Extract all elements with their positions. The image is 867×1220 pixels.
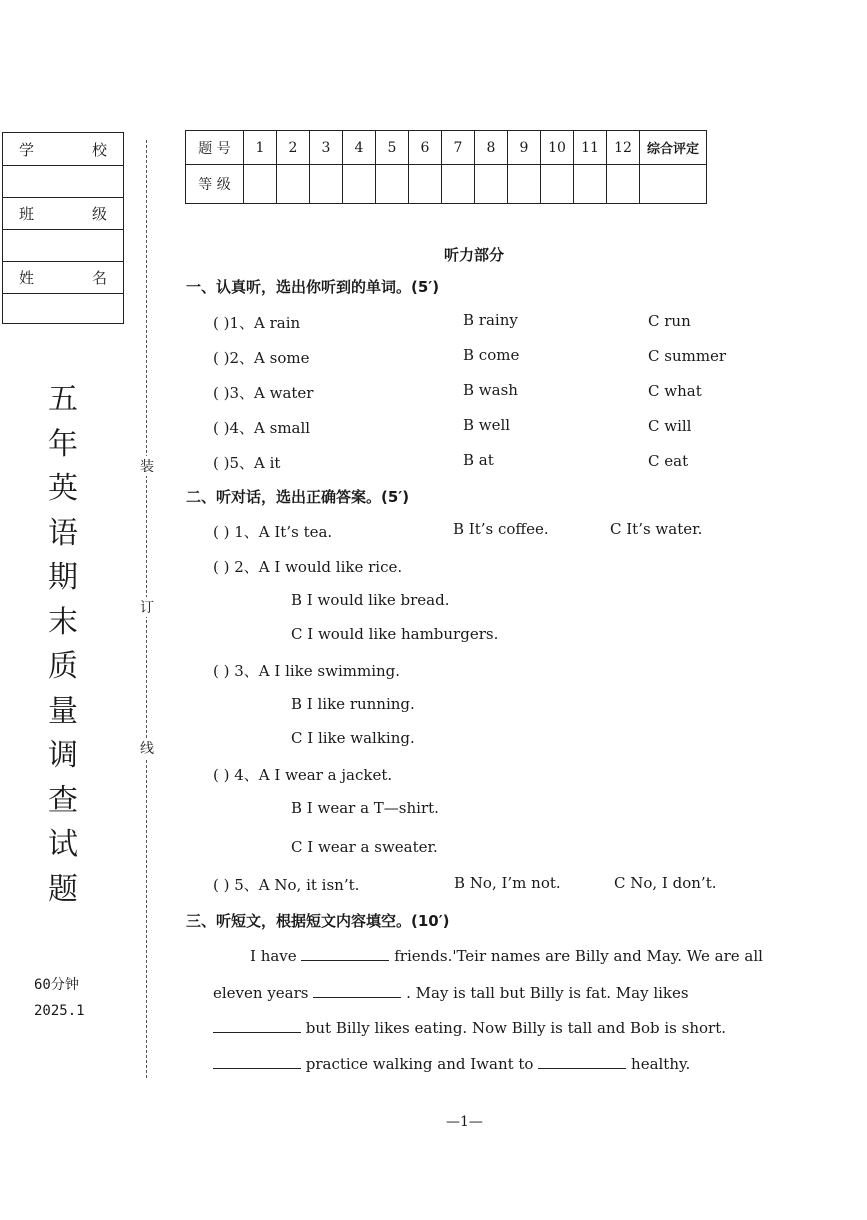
part1-q2-option-a: ( )2、A some (213, 349, 310, 367)
part2-q5-option-c: C No, I don’t. (614, 874, 717, 892)
passage-text: . May is tall but Billy is fat. May likes (406, 984, 689, 1002)
title-char: 题 (48, 871, 78, 907)
part3-heading: 三、听短文，根据短文内容填空。(10′) (186, 912, 450, 930)
title-char: 试 (48, 827, 78, 862)
grade-cell[interactable] (409, 165, 442, 204)
grade-label: 等 级 (186, 165, 244, 204)
overall-rating-label: 综合评定 (640, 131, 707, 165)
part1-q1-option-a: ( )1、A rain (213, 314, 301, 332)
question-number: 12 (607, 131, 640, 165)
question-number: 11 (574, 131, 607, 165)
part2-q2-option-a: ( ) 2、A I would like rice. (213, 558, 403, 576)
part1-q5-option-c: C eat (648, 452, 689, 470)
title-char: 年 (48, 426, 78, 462)
part1-q4-option-a: ( )4、A small (213, 419, 311, 437)
overall-rating-cell[interactable] (640, 165, 707, 204)
question-number-label: 题 号 (186, 131, 244, 165)
part2-q1-option-b: B It’s coffee. (453, 520, 549, 538)
part2-q2-option-c: C I would like hamburgers. (291, 625, 499, 643)
part2-q5-option-b: B No, I’m not. (454, 874, 561, 892)
grade-cell[interactable] (277, 165, 310, 204)
passage-line-1 (250, 946, 763, 965)
part2-q4-option-a: ( ) 4、A I wear a jacket. (213, 766, 393, 784)
binding-char-ding: 订 (140, 597, 154, 617)
school-row (3, 133, 123, 166)
passage-text: practice walking and Iwant to (305, 1055, 534, 1073)
grade-cell[interactable] (607, 165, 640, 204)
title-char: 五 (48, 382, 78, 417)
binding-char-xian: 线 (140, 738, 154, 758)
grade-cell[interactable] (574, 165, 607, 204)
part2-q3-option-a: ( ) 3、A I like swimming. (213, 662, 401, 680)
question-number: 1 (244, 131, 277, 165)
fill-blank-4[interactable] (213, 1054, 301, 1069)
part2-heading: 二、听对话，选出正确答案。(5′) (186, 488, 410, 506)
question-number: 3 (310, 131, 343, 165)
grade-cell[interactable] (541, 165, 574, 204)
binding-char-zhuang: 装 (140, 456, 154, 476)
part1-q1-option-c: C run (648, 312, 691, 330)
question-number: 7 (442, 131, 475, 165)
title-char: 期 (48, 560, 78, 595)
question-number: 2 (277, 131, 310, 165)
section-title-listening: 听力部分 (444, 246, 505, 264)
school-label-1: 学 (19, 140, 35, 159)
question-number: 8 (475, 131, 508, 165)
title-char: 量 (48, 693, 78, 729)
score-table (185, 130, 707, 204)
passage-text: healthy. (631, 1055, 691, 1073)
title-char: 末 (48, 604, 78, 640)
part1-q1-option-b: B rainy (463, 311, 518, 329)
grade-cell[interactable] (508, 165, 541, 204)
class-row (3, 197, 123, 230)
grade-cell[interactable] (244, 165, 277, 204)
class-field[interactable] (3, 229, 123, 262)
school-label-2: 校 (91, 140, 107, 159)
part2-q3-option-b: B I like running. (291, 695, 415, 713)
school-field[interactable] (3, 165, 123, 198)
part1-q4-option-b: B well (463, 416, 511, 434)
part2-q1-option-c: C It’s water. (610, 520, 703, 538)
passage-text: but Billy likes eating. Now Billy is tall and Bob is short. (305, 1019, 727, 1037)
name-label-1: 姓 (19, 268, 35, 287)
passage-line-3 (213, 1018, 726, 1037)
passage-line-4 (213, 1054, 690, 1073)
part1-q2-option-b: B come (463, 346, 520, 364)
part1-q3-option-c: C what (648, 382, 702, 400)
question-number: 9 (508, 131, 541, 165)
name-field[interactable] (3, 293, 123, 323)
passage-text: eleven years (213, 984, 309, 1002)
grade-cell[interactable] (310, 165, 343, 204)
part1-q5-option-a: ( )5、A it (213, 454, 281, 472)
part2-q3-option-c: C I like walking. (291, 729, 415, 747)
part1-q4-option-c: C will (648, 417, 692, 435)
part1-heading: 一、认真听，选出你听到的单词。(5′) (186, 278, 440, 296)
exam-date: 2025.1 (34, 1003, 85, 1019)
name-row (3, 261, 123, 294)
student-info-box (2, 132, 124, 324)
fill-blank-3[interactable] (213, 1018, 301, 1033)
exam-duration: 60分钟 (34, 977, 79, 993)
title-char: 质 (48, 649, 78, 684)
fill-blank-5[interactable] (538, 1054, 626, 1069)
title-char: 语 (48, 515, 78, 551)
part1-q3-option-a: ( )3、A water (213, 384, 314, 402)
fill-blank-2[interactable] (313, 983, 401, 998)
title-char: 英 (48, 471, 78, 506)
part2-q5-option-a: ( ) 5、A No, it isn’t. (213, 876, 360, 894)
grade-cell[interactable] (442, 165, 475, 204)
class-label-2: 级 (91, 204, 107, 223)
question-number: 4 (343, 131, 376, 165)
part1-q3-option-b: B wash (463, 381, 518, 399)
title-char: 查 (48, 782, 78, 818)
part2-q1-option-a: ( ) 1、A It’s tea. (213, 523, 333, 541)
part2-q2-option-b: B I would like bread. (291, 591, 450, 609)
exam-title-vertical (38, 378, 88, 912)
part1-q5-option-b: B at (463, 451, 494, 469)
part1-q2-option-c: C summer (648, 347, 727, 365)
name-label-2: 名 (91, 268, 107, 287)
passage-line-2 (213, 983, 689, 1002)
question-number: 6 (409, 131, 442, 165)
grade-cell[interactable] (475, 165, 508, 204)
page-number: —1— (446, 1114, 483, 1130)
title-char: 调 (48, 738, 78, 773)
question-number: 10 (541, 131, 574, 165)
fill-blank-1[interactable] (301, 946, 389, 961)
class-label-1: 班 (19, 204, 35, 223)
passage-text: friends.'Teir names are Billy and May. We are all (394, 947, 763, 965)
passage-text: I have (250, 947, 297, 965)
grade-cell[interactable] (376, 165, 409, 204)
part2-q4-option-b: B I wear a T—shirt. (291, 799, 439, 817)
question-number: 5 (376, 131, 409, 165)
part2-q4-option-c: C I wear a sweater. (291, 838, 438, 856)
grade-cell[interactable] (343, 165, 376, 204)
